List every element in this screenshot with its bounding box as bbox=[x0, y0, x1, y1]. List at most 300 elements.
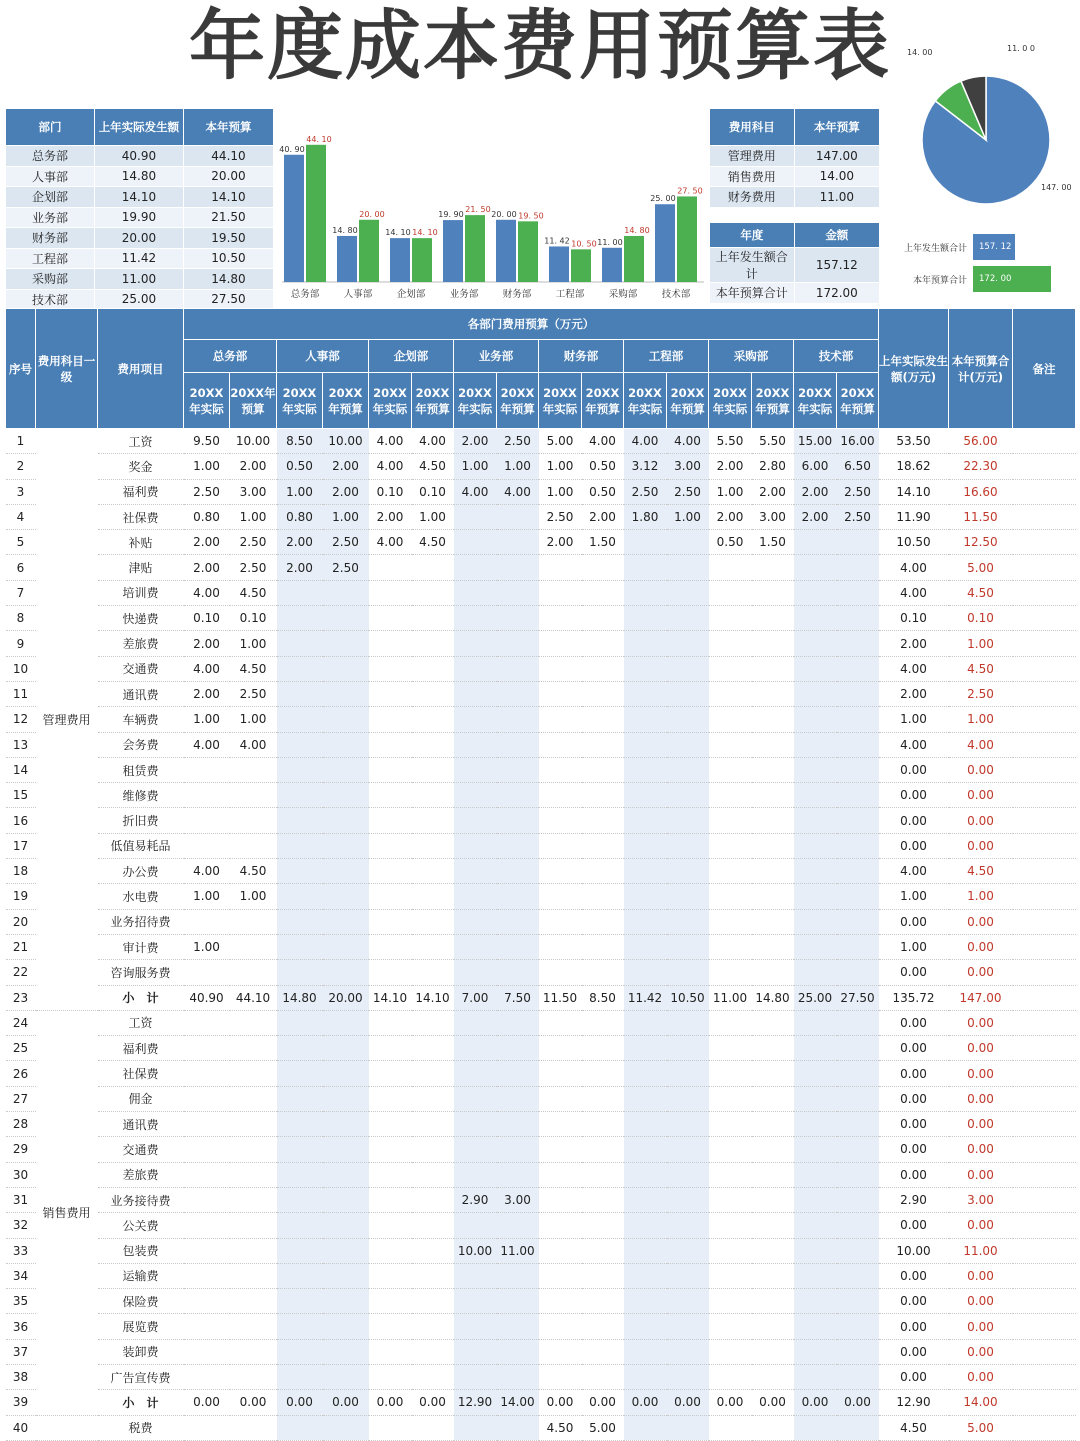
value-cell bbox=[667, 859, 709, 884]
value-cell bbox=[412, 1364, 454, 1389]
sub-header: 20XX年实际 bbox=[794, 373, 837, 429]
value-cell bbox=[277, 859, 323, 884]
note-cell bbox=[1013, 504, 1076, 529]
value-cell bbox=[624, 1238, 667, 1263]
seq-cell: 13 bbox=[6, 732, 36, 757]
value-cell: 0.10 bbox=[184, 606, 230, 631]
cost-summary-table bbox=[709, 108, 880, 208]
table-row bbox=[6, 1263, 1076, 1288]
note-cell bbox=[1013, 1263, 1076, 1288]
value-cell: 12.90 bbox=[454, 1390, 497, 1415]
value-cell bbox=[412, 1187, 454, 1212]
table-row bbox=[6, 1187, 1076, 1212]
value-cell bbox=[412, 859, 454, 884]
year-cell: 157.12 bbox=[794, 248, 879, 283]
table-row bbox=[6, 1339, 1076, 1364]
table-row bbox=[6, 504, 1076, 529]
value-cell bbox=[539, 681, 582, 706]
note-cell bbox=[1013, 454, 1076, 479]
value-cell: 2.00 bbox=[277, 530, 323, 555]
value-cell: 40.90 bbox=[184, 985, 230, 1010]
value-cell bbox=[454, 783, 497, 808]
value-cell: 2.90 bbox=[454, 1187, 497, 1212]
value-cell bbox=[752, 1238, 794, 1263]
value-cell: 2.50 bbox=[667, 479, 709, 504]
value-cell bbox=[624, 1364, 667, 1389]
value-cell bbox=[667, 1263, 709, 1288]
value-cell bbox=[184, 1314, 230, 1339]
value-cell bbox=[369, 681, 412, 706]
value-cell: 4.00 bbox=[184, 732, 230, 757]
item-cell: 培训费 bbox=[98, 580, 184, 605]
value-cell: 0.10 bbox=[369, 479, 412, 504]
value-cell bbox=[497, 606, 539, 631]
note-cell bbox=[1013, 859, 1076, 884]
value-cell bbox=[497, 530, 539, 555]
note-cell bbox=[1013, 757, 1076, 782]
value-cell bbox=[794, 1213, 837, 1238]
value-cell: 0.80 bbox=[184, 504, 230, 529]
value-cell bbox=[837, 1213, 879, 1238]
value-cell bbox=[497, 960, 539, 985]
note-cell bbox=[1013, 960, 1076, 985]
value-cell bbox=[709, 1010, 752, 1035]
value-cell bbox=[837, 1187, 879, 1212]
value-cell bbox=[412, 732, 454, 757]
prev-total-cell: 0.00 bbox=[879, 1213, 949, 1238]
value-cell bbox=[667, 1415, 709, 1440]
value-cell bbox=[582, 757, 624, 782]
value-cell bbox=[323, 1036, 369, 1061]
table-row bbox=[6, 454, 1076, 479]
item-cell: 税费 bbox=[98, 1415, 184, 1440]
value-cell bbox=[667, 808, 709, 833]
value-cell bbox=[667, 757, 709, 782]
value-cell: 1.00 bbox=[323, 504, 369, 529]
budget-total-cell: 1.00 bbox=[949, 631, 1013, 656]
dept-header: 企划部 bbox=[369, 340, 454, 373]
value-cell: 1.00 bbox=[667, 504, 709, 529]
seq-cell: 28 bbox=[6, 1112, 36, 1137]
value-cell bbox=[837, 1036, 879, 1061]
value-cell bbox=[752, 757, 794, 782]
bar-budget bbox=[677, 196, 697, 282]
value-cell bbox=[369, 1289, 412, 1314]
value-cell bbox=[794, 681, 837, 706]
totals-bar-row bbox=[895, 234, 1015, 260]
value-cell bbox=[752, 1036, 794, 1061]
value-cell bbox=[582, 783, 624, 808]
value-cell bbox=[794, 1364, 837, 1389]
value-cell bbox=[323, 1061, 369, 1086]
value-cell bbox=[277, 808, 323, 833]
dept-row bbox=[6, 146, 274, 167]
value-cell bbox=[369, 833, 412, 858]
totals-bar-chart bbox=[895, 232, 1075, 297]
dept-row bbox=[6, 248, 274, 269]
value-cell bbox=[709, 681, 752, 706]
value-cell: 4.00 bbox=[624, 429, 667, 454]
value-cell bbox=[323, 960, 369, 985]
value-cell bbox=[369, 1339, 412, 1364]
value-cell bbox=[369, 1314, 412, 1339]
value-cell bbox=[752, 555, 794, 580]
value-cell: 2.50 bbox=[230, 530, 277, 555]
value-cell: 2.50 bbox=[184, 479, 230, 504]
item-cell: 快递费 bbox=[98, 606, 184, 631]
dept-cell: 11.42 bbox=[94, 248, 183, 269]
table-row bbox=[6, 1061, 1076, 1086]
budget-total-cell: 5.00 bbox=[949, 555, 1013, 580]
seq-cell: 37 bbox=[6, 1339, 36, 1364]
value-cell bbox=[230, 757, 277, 782]
value-cell: 14.80 bbox=[277, 985, 323, 1010]
budget-total-cell: 0.00 bbox=[949, 909, 1013, 934]
dept-summary-table bbox=[5, 108, 274, 310]
value-cell bbox=[277, 1036, 323, 1061]
value-cell bbox=[230, 1162, 277, 1187]
value-cell bbox=[539, 808, 582, 833]
value-cell bbox=[277, 757, 323, 782]
value-cell bbox=[709, 1339, 752, 1364]
value-cell bbox=[667, 1238, 709, 1263]
value-cell bbox=[624, 555, 667, 580]
bar-value-label: 20. 00 bbox=[359, 209, 385, 219]
value-cell bbox=[497, 681, 539, 706]
table-row bbox=[6, 1112, 1076, 1137]
bar-prev bbox=[549, 246, 569, 282]
value-cell bbox=[624, 859, 667, 884]
dept-cell: 19.90 bbox=[94, 207, 183, 228]
budget-total-cell: 0.00 bbox=[949, 1061, 1013, 1086]
value-cell bbox=[752, 934, 794, 959]
value-cell: 4.00 bbox=[369, 454, 412, 479]
bar-budget bbox=[624, 236, 644, 282]
bar-prev bbox=[390, 238, 410, 282]
sub-header: 20XX年实际 bbox=[624, 373, 667, 429]
value-cell: 2.00 bbox=[709, 504, 752, 529]
value-cell bbox=[230, 783, 277, 808]
value-cell bbox=[752, 1061, 794, 1086]
value-cell bbox=[794, 606, 837, 631]
value-cell bbox=[667, 884, 709, 909]
value-cell bbox=[497, 707, 539, 732]
bar-prev bbox=[443, 220, 463, 282]
dept-cell: 财务部 bbox=[6, 228, 95, 249]
dept-cell: 11.00 bbox=[94, 269, 183, 290]
seq-cell: 20 bbox=[6, 909, 36, 934]
cost-cell: 销售费用 bbox=[710, 166, 795, 187]
value-cell: 1.00 bbox=[497, 454, 539, 479]
prev-total-cell: 0.00 bbox=[879, 1339, 949, 1364]
table-row bbox=[6, 1036, 1076, 1061]
value-cell: 4.00 bbox=[497, 479, 539, 504]
value-cell bbox=[539, 1187, 582, 1212]
seq-cell: 40 bbox=[6, 1415, 36, 1440]
value-cell bbox=[667, 1213, 709, 1238]
value-cell bbox=[539, 934, 582, 959]
sub-header: 20XX年实际 bbox=[709, 373, 752, 429]
value-cell bbox=[582, 1086, 624, 1111]
value-cell: 1.00 bbox=[277, 479, 323, 504]
value-cell bbox=[582, 1036, 624, 1061]
value-cell: 1.00 bbox=[184, 934, 230, 959]
value-cell bbox=[539, 1213, 582, 1238]
value-cell bbox=[369, 1238, 412, 1263]
value-cell bbox=[837, 1086, 879, 1111]
item-cell: 津贴 bbox=[98, 555, 184, 580]
value-cell: 2.00 bbox=[230, 454, 277, 479]
prev-total-cell: 2.00 bbox=[879, 681, 949, 706]
value-cell bbox=[794, 1036, 837, 1061]
prev-total-cell: 0.10 bbox=[879, 606, 949, 631]
value-cell bbox=[582, 909, 624, 934]
value-cell bbox=[277, 1086, 323, 1111]
value-cell bbox=[454, 1061, 497, 1086]
table-row bbox=[6, 833, 1076, 858]
value-cell bbox=[454, 1162, 497, 1187]
value-cell: 5.50 bbox=[752, 429, 794, 454]
bar-budget bbox=[465, 215, 485, 282]
category-tick-label: 企划部 bbox=[396, 289, 426, 300]
seq-cell: 12 bbox=[6, 707, 36, 732]
table-row bbox=[6, 1137, 1076, 1162]
value-cell bbox=[369, 757, 412, 782]
value-cell bbox=[184, 833, 230, 858]
dept-row bbox=[6, 166, 274, 187]
bar-value-label: 14. 80 bbox=[624, 225, 650, 235]
value-cell: 44.10 bbox=[230, 985, 277, 1010]
value-cell bbox=[369, 555, 412, 580]
value-cell bbox=[837, 606, 879, 631]
note-cell bbox=[1013, 1010, 1076, 1035]
value-cell bbox=[709, 1137, 752, 1162]
note-cell bbox=[1013, 808, 1076, 833]
cost-budget-header: 本年预算 bbox=[794, 109, 879, 146]
note-cell bbox=[1013, 1137, 1076, 1162]
budget-total-cell: 0.00 bbox=[949, 1137, 1013, 1162]
value-cell bbox=[497, 1036, 539, 1061]
seq-cell: 25 bbox=[6, 1036, 36, 1061]
bar-value-label: 20. 00 bbox=[491, 209, 517, 219]
value-cell bbox=[323, 884, 369, 909]
value-cell bbox=[582, 555, 624, 580]
value-cell bbox=[667, 1061, 709, 1086]
value-cell bbox=[667, 656, 709, 681]
item-cell: 小 计 bbox=[98, 985, 184, 1010]
value-cell bbox=[454, 707, 497, 732]
value-cell bbox=[412, 1238, 454, 1263]
value-cell bbox=[539, 1112, 582, 1137]
dept-cell: 总务部 bbox=[6, 146, 95, 167]
value-cell: 2.00 bbox=[454, 429, 497, 454]
value-cell bbox=[369, 606, 412, 631]
value-cell bbox=[582, 1263, 624, 1288]
prev-total-cell: 1.00 bbox=[879, 707, 949, 732]
budget-total-cell: 0.00 bbox=[949, 1086, 1013, 1111]
prev-total-cell: 4.00 bbox=[879, 656, 949, 681]
value-cell: 11.00 bbox=[497, 1238, 539, 1263]
note-cell bbox=[1013, 479, 1076, 504]
value-cell: 2.00 bbox=[277, 555, 323, 580]
sub-header: 20XX年实际 bbox=[454, 373, 497, 429]
year-row bbox=[710, 248, 880, 283]
value-cell bbox=[184, 1162, 230, 1187]
value-cell bbox=[277, 1263, 323, 1288]
value-cell bbox=[539, 1263, 582, 1288]
cost-cell: 11.00 bbox=[794, 187, 879, 208]
item-cell: 差旅费 bbox=[98, 1162, 184, 1187]
item-cell: 小 计 bbox=[98, 1390, 184, 1415]
value-cell bbox=[412, 1415, 454, 1440]
value-cell bbox=[709, 631, 752, 656]
value-cell: 1.00 bbox=[709, 479, 752, 504]
value-cell bbox=[323, 1010, 369, 1035]
value-cell bbox=[184, 1213, 230, 1238]
seq-cell: 38 bbox=[6, 1364, 36, 1389]
value-cell bbox=[709, 808, 752, 833]
table-row bbox=[6, 934, 1076, 959]
value-cell bbox=[497, 1086, 539, 1111]
note-cell bbox=[1013, 1238, 1076, 1263]
value-cell bbox=[624, 1010, 667, 1035]
value-cell bbox=[624, 606, 667, 631]
dept-header: 业务部 bbox=[454, 340, 539, 373]
value-cell bbox=[277, 934, 323, 959]
value-cell bbox=[667, 909, 709, 934]
value-cell bbox=[624, 1162, 667, 1187]
budget-total-cell: 0.00 bbox=[949, 1162, 1013, 1187]
item-cell: 福利费 bbox=[98, 1036, 184, 1061]
value-cell bbox=[412, 707, 454, 732]
category-tick-label: 工程部 bbox=[555, 289, 585, 300]
value-cell bbox=[497, 909, 539, 934]
value-cell bbox=[752, 833, 794, 858]
value-cell bbox=[454, 1213, 497, 1238]
dept-cell: 业务部 bbox=[6, 207, 95, 228]
value-cell bbox=[667, 606, 709, 631]
value-cell: 6.50 bbox=[837, 454, 879, 479]
budget-total-cell: 0.00 bbox=[949, 783, 1013, 808]
value-cell bbox=[752, 1263, 794, 1288]
value-cell: 1.00 bbox=[184, 707, 230, 732]
value-cell bbox=[277, 1162, 323, 1187]
value-cell bbox=[837, 631, 879, 656]
budget-total-cell: 0.00 bbox=[949, 1263, 1013, 1288]
table-row bbox=[6, 1010, 1076, 1035]
value-cell: 4.50 bbox=[230, 656, 277, 681]
value-cell bbox=[369, 1364, 412, 1389]
budget-total-cell: 0.00 bbox=[949, 960, 1013, 985]
bar-value-label: 40. 90 bbox=[279, 144, 305, 154]
value-cell: 4.00 bbox=[369, 429, 412, 454]
value-cell bbox=[624, 732, 667, 757]
value-cell bbox=[624, 1137, 667, 1162]
value-cell bbox=[582, 934, 624, 959]
value-cell bbox=[412, 555, 454, 580]
value-cell bbox=[794, 1263, 837, 1288]
note-cell bbox=[1013, 1187, 1076, 1212]
item-cell: 水电费 bbox=[98, 884, 184, 909]
note-cell bbox=[1013, 1162, 1076, 1187]
value-cell bbox=[709, 1061, 752, 1086]
value-cell bbox=[369, 960, 412, 985]
note-cell bbox=[1013, 1112, 1076, 1137]
note-cell bbox=[1013, 732, 1076, 757]
value-cell bbox=[837, 1162, 879, 1187]
value-cell: 2.80 bbox=[752, 454, 794, 479]
prev-total-cell: 135.72 bbox=[879, 985, 949, 1010]
cost-item-header: 费用科目 bbox=[710, 109, 795, 146]
seq-cell: 10 bbox=[6, 656, 36, 681]
note-cell bbox=[1013, 1390, 1076, 1415]
value-cell: 0.00 bbox=[624, 1390, 667, 1415]
value-cell bbox=[277, 783, 323, 808]
value-cell bbox=[369, 808, 412, 833]
value-cell bbox=[454, 960, 497, 985]
seq-cell: 36 bbox=[6, 1314, 36, 1339]
value-cell bbox=[709, 1187, 752, 1212]
value-cell bbox=[184, 1086, 230, 1111]
value-cell bbox=[277, 1112, 323, 1137]
value-cell bbox=[184, 909, 230, 934]
prev-total-cell: 10.00 bbox=[879, 1238, 949, 1263]
value-cell bbox=[667, 1314, 709, 1339]
value-cell bbox=[624, 1263, 667, 1288]
value-cell bbox=[794, 960, 837, 985]
seq-cell: 8 bbox=[6, 606, 36, 631]
value-cell bbox=[230, 1339, 277, 1364]
seq-cell: 3 bbox=[6, 479, 36, 504]
bar-value-label: 44. 10 bbox=[306, 134, 332, 144]
prev-total-cell: 1.00 bbox=[879, 934, 949, 959]
value-cell bbox=[497, 1314, 539, 1339]
value-cell bbox=[323, 580, 369, 605]
seq-cell: 24 bbox=[6, 1010, 36, 1035]
budget-total-cell: 3.00 bbox=[949, 1187, 1013, 1212]
value-cell bbox=[412, 757, 454, 782]
value-cell bbox=[624, 934, 667, 959]
table-row bbox=[6, 580, 1076, 605]
bar-budget bbox=[412, 238, 432, 282]
value-cell bbox=[539, 1036, 582, 1061]
prev-total-cell: 4.00 bbox=[879, 732, 949, 757]
value-cell bbox=[837, 1314, 879, 1339]
budget-total-cell: 0.00 bbox=[949, 808, 1013, 833]
budget-total-cell: 0.00 bbox=[949, 1036, 1013, 1061]
value-cell bbox=[624, 1061, 667, 1086]
value-cell bbox=[454, 808, 497, 833]
value-cell: 0.80 bbox=[277, 504, 323, 529]
value-cell: 2.50 bbox=[323, 530, 369, 555]
value-cell bbox=[582, 580, 624, 605]
value-cell bbox=[794, 783, 837, 808]
bar-budget bbox=[571, 249, 591, 282]
value-cell: 0.00 bbox=[837, 1390, 879, 1415]
value-cell bbox=[709, 1415, 752, 1440]
value-cell: 2.00 bbox=[794, 504, 837, 529]
value-cell bbox=[582, 1187, 624, 1212]
budget-detail-table bbox=[5, 308, 1076, 1441]
table-row bbox=[6, 757, 1076, 782]
table-row bbox=[6, 1314, 1076, 1339]
value-cell bbox=[369, 656, 412, 681]
dept-cell: 14.80 bbox=[183, 269, 273, 290]
value-cell: 2.00 bbox=[323, 454, 369, 479]
dept-header: 财务部 bbox=[539, 340, 624, 373]
value-cell bbox=[323, 1314, 369, 1339]
value-cell bbox=[624, 1112, 667, 1137]
